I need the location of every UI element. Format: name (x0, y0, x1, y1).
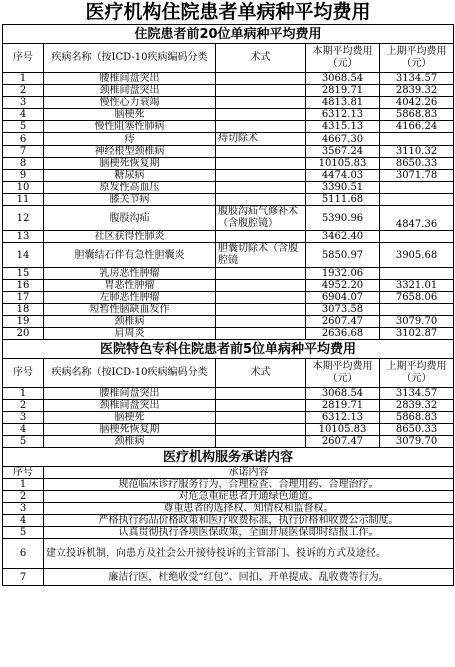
header-disease: 疾病名称（按ICD-10疾病编码分类 (44, 359, 216, 388)
row-seq: 9 (3, 170, 44, 182)
row-current-fee: 5111.68 (306, 194, 380, 206)
table-row (3, 158, 454, 170)
row-seq: 18 (3, 304, 44, 316)
row-current-fee: 4667.30 (306, 133, 380, 146)
row-surgery (216, 73, 306, 85)
row-current-fee: 2819.71 (306, 400, 380, 412)
row-surgery (216, 146, 306, 158)
row-disease: 膝关节病 (44, 194, 216, 206)
row-surgery (216, 412, 306, 424)
row-seq: 11 (3, 194, 44, 206)
row-previous-fee: 2839.32 (380, 400, 454, 412)
row-previous-fee (380, 231, 454, 243)
section2-heading: 医院特色专科住院患者前5位单病种平均费用 (3, 340, 454, 359)
row-surgery (216, 158, 306, 170)
row-previous-fee: 8650.33 (380, 158, 454, 170)
pledge-content: 认真贯彻执行各项医保政策，全面开展医保即时结报工作。 (44, 527, 454, 539)
table-row (3, 268, 454, 280)
row-seq: 8 (3, 158, 44, 170)
row-previous-fee: 5868.83 (380, 412, 454, 424)
table-row (3, 304, 454, 316)
row-current-fee: 6312.13 (306, 109, 380, 121)
table-row (3, 182, 454, 194)
table-row (3, 133, 454, 146)
row-seq: 12 (3, 206, 44, 231)
table-row (3, 194, 454, 206)
row-current-fee: 3068.54 (306, 73, 380, 85)
row-disease: 颈椎病 (44, 316, 216, 328)
row-previous-fee: 2839.32 (380, 85, 454, 97)
row-seq: 4 (3, 109, 44, 121)
pledge-seq: 6 (3, 539, 44, 569)
row-surgery (216, 388, 306, 400)
row-previous-fee: 4847.36 (380, 206, 454, 231)
row-disease: 脑梗死 (44, 109, 216, 121)
row-current-fee: 4315.13 (306, 121, 380, 133)
row-current-fee: 3068.54 (306, 388, 380, 400)
row-current-fee: 3390.51 (306, 182, 380, 194)
row-previous-fee (380, 304, 454, 316)
row-disease: 慢性心力衰竭 (44, 97, 216, 109)
row-previous-fee: 8650.33 (380, 424, 454, 436)
row-current-fee: 3462.40 (306, 231, 380, 243)
section2-rows (3, 388, 454, 448)
row-seq: 5 (3, 436, 44, 448)
header-disease: 疾病名称（按ICD-10疾病编码分类 (44, 44, 216, 73)
header-content: 承诺内容 (44, 467, 454, 479)
row-current-fee: 6312.13 (306, 412, 380, 424)
pledge-content: 严格执行药品价格政策和医疗收费标准，执行价格和收费公示制度。 (44, 515, 454, 527)
row-disease: 短暂性脑缺血发作 (44, 304, 216, 316)
row-current-fee: 3073.58 (306, 304, 380, 316)
row-current-fee: 2636.68 (306, 328, 380, 340)
row-current-fee: 10105.83 (306, 158, 380, 170)
header-current-fee: 本期平均费用（元） (306, 44, 380, 73)
list-item (3, 503, 454, 515)
row-surgery (216, 316, 306, 328)
table-row (3, 146, 454, 158)
row-surgery (216, 424, 306, 436)
pledge-content: 尊重患者的选择权、知情权和监督权。 (44, 503, 454, 515)
table-row (3, 73, 454, 85)
row-surgery (216, 182, 306, 194)
row-previous-fee: 4042.26 (380, 97, 454, 109)
row-surgery (216, 121, 306, 133)
row-current-fee: 5390.96 (306, 206, 380, 231)
pledge-seq: 2 (3, 491, 44, 503)
row-disease: 腰椎间盘突出 (44, 388, 216, 400)
list-item (3, 539, 454, 569)
row-disease: 神经根型颈椎病 (44, 146, 216, 158)
section3-header-row (3, 467, 454, 479)
row-seq: 3 (3, 97, 44, 109)
row-disease: 胆囊结石伴有急性胆囊炎 (44, 243, 216, 268)
header-previous-fee: 上期平均费用（元） (380, 359, 454, 388)
table-row (3, 436, 454, 448)
table-row (3, 328, 454, 340)
row-previous-fee (380, 182, 454, 194)
row-disease: 乳房恶性肿瘤 (44, 268, 216, 280)
row-seq: 2 (3, 400, 44, 412)
table-row (3, 424, 454, 436)
row-surgery: 痔切除术 (216, 133, 306, 146)
row-previous-fee: 3134.57 (380, 388, 454, 400)
page-title: 医疗机构住院患者单病种平均费用 (85, 0, 371, 23)
row-previous-fee (380, 194, 454, 206)
table-row (3, 316, 454, 328)
row-seq: 7 (3, 146, 44, 158)
row-current-fee: 6904.07 (306, 292, 380, 304)
row-seq: 15 (3, 268, 44, 280)
row-seq: 10 (3, 182, 44, 194)
pledge-content: 建立投诉机制，向患方及社会公开接待投诉的主管部门、投诉的方式及途径。 (44, 539, 454, 569)
section1-rows (3, 73, 454, 340)
row-disease: 颈椎间盘突出 (44, 400, 216, 412)
row-previous-fee (380, 133, 454, 146)
pledge-seq: 3 (3, 503, 44, 515)
list-item (3, 491, 454, 503)
table-row (3, 97, 454, 109)
row-disease: 肩周炎 (44, 328, 216, 340)
pledge-seq: 1 (3, 479, 44, 491)
header-seq: 序号 (3, 44, 44, 73)
row-previous-fee: 3079.70 (380, 316, 454, 328)
row-disease: 腹股沟疝 (44, 206, 216, 231)
header-previous-fee: 上期平均费用（元） (380, 44, 454, 73)
row-disease: 社区获得性肺炎 (44, 231, 216, 243)
pledge-content: 规范临床诊疗服务行为，合理检查、合理用药、合理治疗。 (44, 479, 454, 491)
row-seq: 13 (3, 231, 44, 243)
row-disease: 脑梗死 (44, 412, 216, 424)
header-surgery: 术式 (216, 359, 306, 388)
table-row (3, 388, 454, 400)
row-current-fee: 2607.47 (306, 436, 380, 448)
section3-heading: 医疗机构服务承诺内容 (3, 448, 454, 467)
row-disease: 腰椎间盘突出 (44, 73, 216, 85)
row-current-fee: 4474.03 (306, 170, 380, 182)
table-row (3, 170, 454, 182)
header-surgery: 术式 (216, 44, 306, 73)
row-previous-fee: 3134.57 (380, 73, 454, 85)
row-disease: 脑梗死恢复期 (44, 424, 216, 436)
section3-rows (3, 479, 454, 586)
row-seq: 16 (3, 280, 44, 292)
row-current-fee: 2819.71 (306, 85, 380, 97)
header-seq: 序号 (3, 359, 44, 388)
row-previous-fee (380, 268, 454, 280)
table-row (3, 231, 454, 243)
row-previous-fee: 3079.70 (380, 436, 454, 448)
row-current-fee: 4813.81 (306, 97, 380, 109)
row-surgery (216, 109, 306, 121)
row-previous-fee: 4166.24 (380, 121, 454, 133)
row-current-fee: 3567.24 (306, 146, 380, 158)
row-surgery (216, 231, 306, 243)
row-seq: 19 (3, 316, 44, 328)
row-surgery (216, 436, 306, 448)
header-current-fee: 本期平均费用（元） (306, 359, 380, 388)
row-seq: 6 (3, 133, 44, 146)
table-row (3, 121, 454, 133)
fee-table (2, 0, 454, 586)
row-disease: 原发性高血压 (44, 182, 216, 194)
row-current-fee: 10105.83 (306, 424, 380, 436)
table-row (3, 280, 454, 292)
row-previous-fee: 3321.01 (380, 280, 454, 292)
row-disease: 脑梗死恢复期 (44, 158, 216, 170)
row-previous-fee: 3071.78 (380, 170, 454, 182)
row-disease: 糖尿病 (44, 170, 216, 182)
row-previous-fee: 5868.83 (380, 109, 454, 121)
list-item (3, 527, 454, 539)
table-row (3, 206, 454, 231)
row-seq: 1 (3, 388, 44, 400)
list-item (3, 515, 454, 527)
row-disease: 颈椎病 (44, 436, 216, 448)
row-surgery (216, 85, 306, 97)
row-current-fee: 5850.97 (306, 243, 380, 268)
row-surgery (216, 328, 306, 340)
row-seq: 17 (3, 292, 44, 304)
table-row (3, 292, 454, 304)
row-surgery (216, 292, 306, 304)
row-current-fee: 1932.06 (306, 268, 380, 280)
row-seq: 4 (3, 424, 44, 436)
row-surgery (216, 280, 306, 292)
row-seq: 14 (3, 243, 44, 268)
row-surgery (216, 97, 306, 109)
row-seq: 3 (3, 412, 44, 424)
row-seq: 1 (3, 73, 44, 85)
row-seq: 2 (3, 85, 44, 97)
table-row (3, 85, 454, 97)
list-item (3, 569, 454, 586)
table-row (3, 412, 454, 424)
pledge-content: 廉洁行医，杜绝收受“红包”、回扣、开单提成、乱收费等行为。 (44, 569, 454, 586)
pledge-seq: 7 (3, 569, 44, 586)
table-row (3, 400, 454, 412)
row-previous-fee: 3905.68 (380, 243, 454, 268)
row-seq: 20 (3, 328, 44, 340)
header-seq: 序号 (3, 467, 44, 479)
row-surgery (216, 304, 306, 316)
section1-header-row (3, 44, 454, 73)
table-row (3, 109, 454, 121)
row-disease: 胃恶性肿瘤 (44, 280, 216, 292)
pledge-content: 对危急重症患者开通绿色通道。 (44, 491, 454, 503)
row-surgery (216, 194, 306, 206)
row-surgery: 腹股沟疝气修补术（含腹腔镜） (216, 206, 306, 231)
row-previous-fee: 7658.06 (380, 292, 454, 304)
row-surgery: 胆囊切除术（含腹腔镜 (216, 243, 306, 268)
row-current-fee: 4952.20 (306, 280, 380, 292)
pledge-seq: 4 (3, 515, 44, 527)
row-previous-fee: 3110.32 (380, 146, 454, 158)
row-disease: 左肺恶性肿瘤 (44, 292, 216, 304)
row-surgery (216, 400, 306, 412)
pledge-seq: 5 (3, 527, 44, 539)
table-row (3, 243, 454, 268)
row-previous-fee: 3102.87 (380, 328, 454, 340)
row-disease: 慢性阻塞性肺病 (44, 121, 216, 133)
row-current-fee: 2607.47 (306, 316, 380, 328)
row-surgery (216, 170, 306, 182)
row-surgery (216, 268, 306, 280)
section2-header-row (3, 359, 454, 388)
row-disease: 颈椎间盘突出 (44, 85, 216, 97)
list-item (3, 479, 454, 491)
row-disease: 痔 (44, 133, 216, 146)
row-seq: 5 (3, 121, 44, 133)
section1-heading: 住院患者前20位单病种平均费用 (3, 25, 454, 44)
